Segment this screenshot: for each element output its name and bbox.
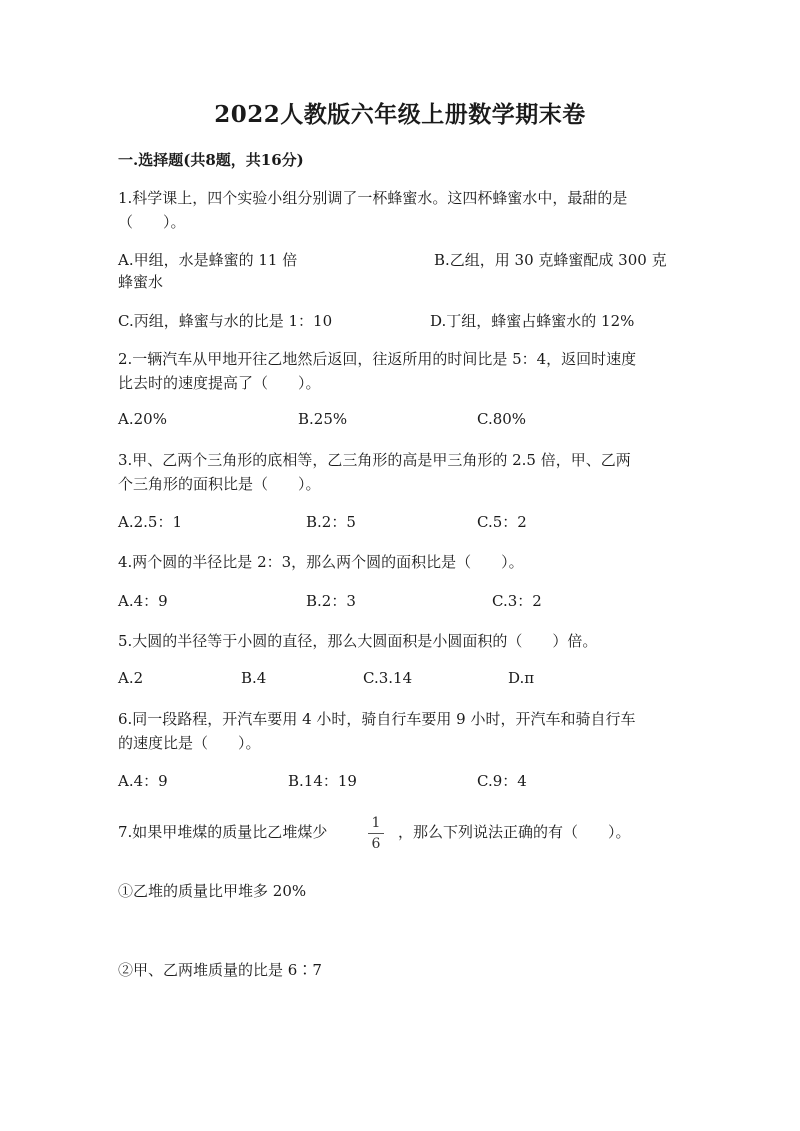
question-5-option-d: D.π: [508, 669, 535, 687]
question-3-option-a: A.2.5：1: [118, 513, 182, 531]
question-1-line-1: 1.科学课上，四个实验小组分别调了一杯蜂蜜水。这四杯蜂蜜水中，最甜的是: [118, 189, 628, 207]
question-3-line-1: 3.甲、乙两个三角形的底相等，乙三角形的高是甲三角形的 2.5 倍，甲、乙两: [118, 451, 631, 469]
question-2-option-b: B.25%: [298, 410, 348, 428]
question-4-option-b: B.2：3: [306, 592, 356, 610]
question-2-option-c: C.80%: [477, 410, 527, 428]
question-7-statement-2: ②甲、乙两堆质量的比是 6∶7: [118, 961, 322, 979]
section-heading: 一.选择题(共8题，共16分): [118, 151, 304, 169]
question-5-line-1: 5.大圆的半径等于小圆的直径，那么大圆面积是小圆面积的（ ）倍。: [118, 632, 598, 650]
question-2-line-2: 比去时的速度提高了（ ）。: [118, 374, 321, 392]
question-4-option-c: C.3：2: [492, 592, 542, 610]
question-7-statement-1: ①乙堆的质量比甲堆多 20%: [118, 882, 307, 900]
fraction-bar: [368, 833, 384, 834]
question-6-option-b: B.14：19: [288, 772, 357, 790]
fraction-numerator: 1: [371, 815, 381, 831]
question-3-option-b: B.2：5: [306, 513, 356, 531]
question-1-option-a: A.甲组，水是蜂蜜的 11 倍: [118, 251, 298, 269]
question-6-option-c: C.9：4: [477, 772, 527, 790]
question-1-option-b: B.乙组，用 30 克蜂蜜配成 300 克: [434, 251, 667, 269]
question-6-line-2: 的速度比是（ ）。: [118, 734, 261, 752]
question-7-text-before: 7.如果甲堆煤的质量比乙堆煤少: [118, 823, 328, 841]
question-7-text-after: ，那么下列说法正确的有（ ）。: [398, 823, 631, 841]
question-2-option-a: A.20%: [118, 410, 167, 428]
question-3-line-2: 个三角形的面积比是（ ）。: [118, 475, 321, 493]
question-2-line-1: 2.一辆汽车从甲地开往乙地然后返回，往返所用的时间比是 5：4，返回时速度: [118, 350, 637, 368]
question-3-option-c: C.5：2: [477, 513, 527, 531]
page-title: 2022人教版六年级上册数学期末卷: [214, 101, 586, 128]
question-1-option-c: C.丙组，蜂蜜与水的比是 1：10: [118, 312, 333, 330]
question-4-line-1: 4.两个圆的半径比是 2：3，那么两个圆的面积比是（ ）。: [118, 553, 524, 571]
question-5-option-b: B.4: [241, 669, 267, 687]
question-1-option-d: D.丁组，蜂蜜占蜂蜜水的 12%: [430, 312, 635, 330]
question-6-option-a: A.4：9: [118, 772, 168, 790]
fraction-one-sixth: [367, 815, 385, 852]
question-5-option-c: C.3.14: [363, 669, 413, 687]
question-5-option-a: A.2: [118, 669, 144, 687]
fraction-denominator: 6: [371, 836, 381, 852]
question-1-option-b-cont: 蜂蜜水: [118, 273, 164, 291]
question-1-line-2: （ ）。: [118, 213, 186, 231]
question-4-option-a: A.4：9: [118, 592, 168, 610]
question-6-line-1: 6.同一段路程，开汽车要用 4 小时，骑自行车要用 9 小时，开汽车和骑自行车: [118, 710, 636, 728]
